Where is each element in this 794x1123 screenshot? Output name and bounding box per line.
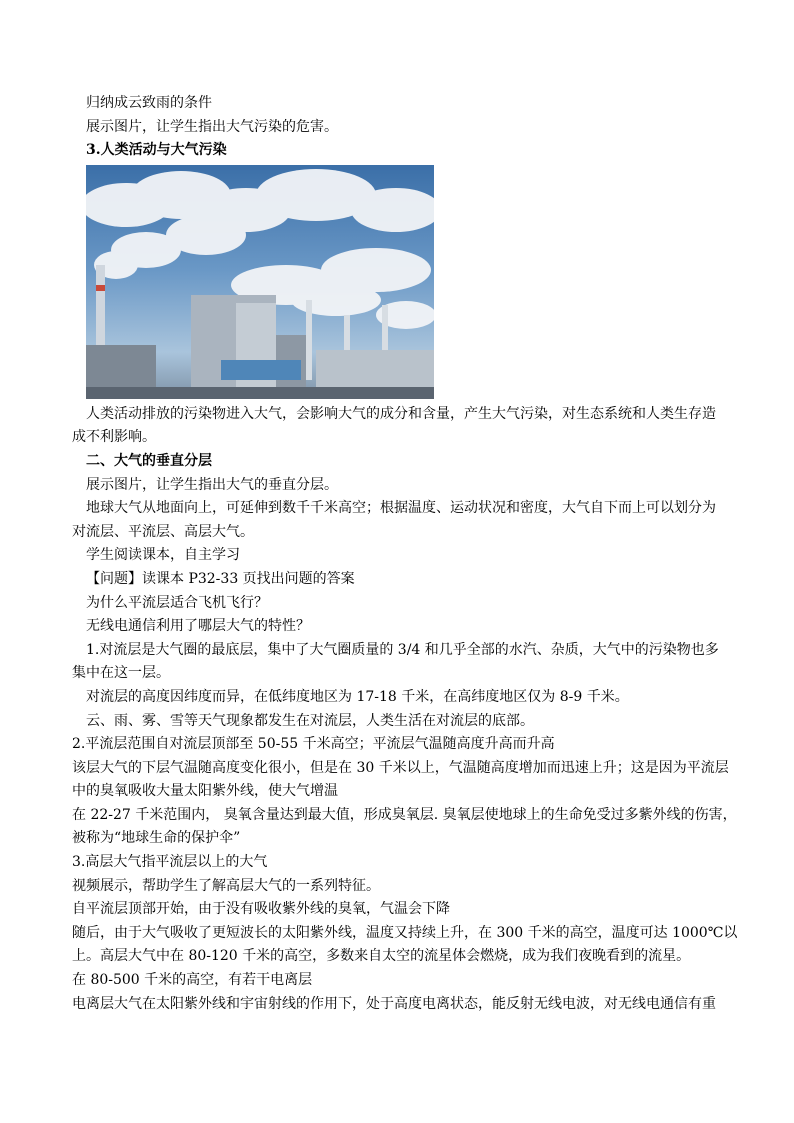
question-item: 为什么平流层适合飞机飞行？ [86, 594, 268, 611]
text-line: 学生阅读课本，自主学习 [86, 547, 240, 564]
text-line: 云、雨、雾、雪等天气现象都发生在对流层，人类生活在对流层的底部。 [86, 712, 534, 729]
factory-smoke-illustration [86, 165, 434, 399]
text-line: 地球大气从地面向上，可延伸到数千千米高空；根据温度、运动状况和密度，大气自下而上可以划分为 [86, 500, 716, 517]
document-body [72, 92, 738, 1016]
text-line: 中的臭氧吸收大量太阳紫外线，使大气增温 [72, 783, 338, 800]
text-line: 展示图片，让学生指出大气的垂直分层。 [86, 476, 338, 493]
text-line: 在 22-27 千米范围内， 臭氧含量达到最大值，形成臭氧层. 臭氧层使地球上的生命免受过多紫外线的伤害， [72, 806, 737, 823]
section-heading: 二、大气的垂直分层 [86, 452, 212, 469]
text-line: 视频展示，帮助学生了解高层大气的一系列特征。 [72, 877, 380, 894]
text-line: 在 80-500 千米的高空，有若干电离层 [72, 972, 313, 989]
question-heading: 【问题】读课本 P32-33 页找出问题的答案 [86, 570, 355, 587]
text-line: 对流层、平流层、高层大气。 [72, 523, 254, 540]
text-line: 上。高层大气中在 80-120 千米的高空，多数来自太空的流星体会燃烧，成为我们夜晚看到的流星。 [72, 948, 691, 965]
text-line: 自平流层顶部开始，由于没有吸收紫外线的臭氧，气温会下降 [72, 901, 450, 918]
pollution-photo [86, 165, 434, 399]
question-item: 无线电通信利用了哪层大气的特性？ [86, 618, 310, 635]
text-line: 电离层大气在太阳紫外线和宇宙射线的作用下，处于高度电离状态，能反射无线电波，对无线电通信有重 [72, 995, 716, 1012]
text-line: 集中在这一层。 [72, 665, 170, 682]
text-line: 3.高层大气指平流层以上的大气 [72, 854, 268, 871]
section-heading: 3.人类活动与大气污染 [86, 142, 227, 159]
text-line: 展示图片，让学生指出大气污染的危害。 [86, 118, 338, 135]
text-line: 随后，由于大气吸收了更短波长的太阳紫外线，温度又持续上升，在 300 千米的高空，温度可达 1000℃以 [72, 924, 738, 941]
text-line: 成不利影响。 [72, 429, 156, 446]
text-line: 人类活动排放的污染物进入大气，会影响大气的成分和含量，产生大气污染，对生态系统和人类生存造 [86, 405, 716, 422]
text-line: 对流层的高度因纬度而异，在低纬度地区为 17-18 千米，在高纬度地区仅为 8-9 千米。 [86, 688, 629, 705]
text-line: 2.平流层范围自对流层顶部至 50-55 千米高空；平流层气温随高度升高而升高 [72, 736, 555, 753]
text-line: 被称为“地球生命的保护伞” [72, 830, 241, 847]
text-line: 该层大气的下层气温随高度变化很小，但是在 30 千米以上，气温随高度增加而迅速上升；这是因为平流层 [72, 759, 729, 776]
text-line: 归纳成云致雨的条件 [86, 95, 212, 111]
text-line: 1.对流层是大气圈的最底层，集中了大气圈质量的 3/4 和几乎全部的水汽、杂质，大气中的污染物也多 [86, 641, 719, 658]
